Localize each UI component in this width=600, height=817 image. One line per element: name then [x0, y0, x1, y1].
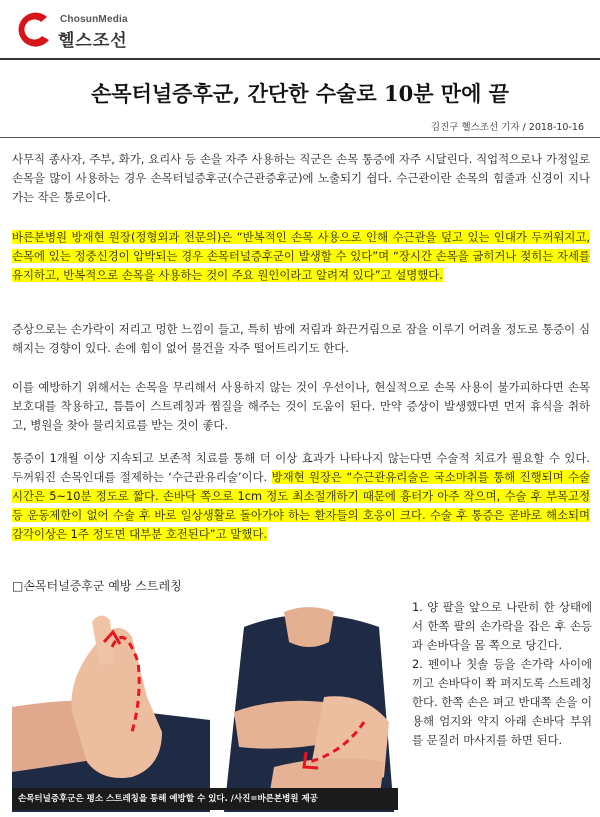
stretch-photo-2	[214, 602, 404, 812]
paragraph-4: 이를 예방하기 위해서는 손목을 무리해서 사용하지 않는 것이 우선이나, 현실적으로 손목 사용이 불가피하다면 손목보호대를 착용하고, 틈틈이 스트레칭과 찜질을 해주는 것이 도움이 된다. 만약 증상이 발생했다면 먼저 휴식을 취하고, 병원을 찾아 물리치료를 받는 것이 좋다.	[12, 380, 590, 432]
brand-small: ChosunMedia	[60, 14, 128, 25]
article-byline: 김진구 헬스조선 기자 / 2018-10-16	[430, 122, 584, 133]
paragraph-3: 증상으로는 손가락이 저리고 멍한 느낌이 들고, 특히 밤에 저림과 화끈거림으로 잠을 이루기 어려울 정도로 통증이 심해지는 경향이 있다. 손에 힘이 없어 물건을 자주 떨어트리기도 한다.	[12, 322, 590, 355]
step-2: 2. 펜이나 칫솔 등을 손가락 사이에 끼고 손바닥이 쫙 펴지도록 스트레칭한다. 한쪽 손은 펴고 반대쪽 손을 이용해 엄지와 약지 아래 손바닥 부위를 문질러 마사지를 하면 된다.	[412, 657, 592, 747]
highlight-quote: 바른본병원 방재현 원장(정형외과 전문의)은 “반복적인 손목 사용으로 인해 수근관을 덮고 있는 인대가 두꺼워지고, 손목에 있는 정중신경이 압박되는 경우 손목터널증후군이 발생할 수 있다”며 “장시간 손목을 굽히거나 젖히는 자세를 유지하고, 반복적으로 손목을 사용하는 것이 주요 원인이라고 알려져 있다”고 설명했다.	[12, 230, 590, 282]
paragraph-5-plain: 통증이 1개월 이상 지속되고 보존적 치료를 통해 더 이상 효과가 나타나지 않는다면 수술적 치료가 필요할 수 있다. 두꺼워진 손목인대를 절제하는 ‘수근관유리술’이다.	[12, 451, 590, 484]
highlight-doctor-quote: 방재현 원장은 “수근관유리술은 국소마취를 통해 진행되며 수술시간은 5~10분 정도로 짧다. 손바닥 쪽으로 1cm 정도 최소절개하기 때문에 흉터가 아주 작으며, 수술 후 부목고정 등 운동제한이 없어 수술 후 바로 일상생활로 돌아가야 하는 환자들의 호응이 크다. 수술 후 통증은 곧바로 해소되며 감각이상은 1주 정도면 대부분 호전된다”고 말했다.	[12, 470, 590, 541]
step-1: 1. 양 팔을 앞으로 나란히 한 상태에서 한쪽 팔의 손가락을 잡은 후 손등과 손바닥을 몸 쪽으로 당긴다.	[412, 600, 592, 652]
paragraph-5	[12, 449, 590, 544]
stretching-steps	[412, 598, 592, 750]
brand-main: 헬스조선	[58, 31, 128, 51]
byline-divider	[0, 137, 600, 138]
article-title: 손목터널증후군, 간단한 수술로 10분 만에 끝	[91, 81, 509, 106]
paragraph-2	[12, 228, 590, 285]
site-header	[0, 0, 600, 60]
stretch-photo-1	[12, 602, 210, 812]
photo-caption: 손목터널증후군은 평소 스트레칭을 통해 예방할 수 있다. /사진=바른본병원 제공	[12, 788, 398, 810]
stretching-subhead: □손목터널증후군 예방 스트레칭	[12, 579, 182, 593]
header-divider	[0, 58, 600, 60]
paragraph-1: 사무직 종사자, 주부, 화가, 요리사 등 손을 자주 사용하는 직군은 손목 통증에 자주 시달린다. 직업적으로나 가정일로 손목을 많이 사용하는 경우 손목터널증후군(수근관증후군)에 노출되기 쉽다. 수근관이란 손목의 힘줄과 신경이 지나가는 작은 통로이다.	[12, 152, 590, 204]
chosun-logo[interactable]	[14, 8, 174, 52]
swoosh-logo-icon	[14, 10, 54, 50]
